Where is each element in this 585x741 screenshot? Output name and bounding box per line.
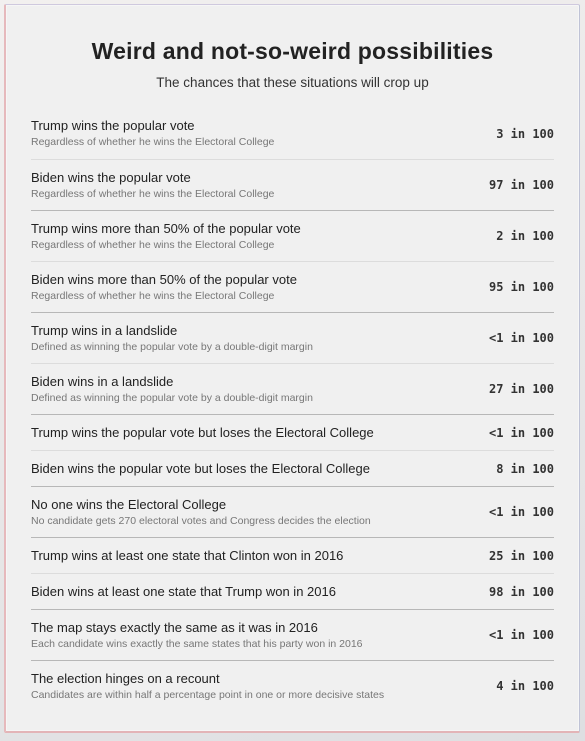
row-title: Trump wins at least one state that Clinton won in 2016 (31, 547, 344, 563)
row-text (31, 170, 274, 201)
row-odds: <1 in 100 (488, 505, 554, 519)
row-subtitle: Regardless of whether he wins the Electoral College (31, 187, 275, 200)
row-text (31, 671, 384, 702)
row-odds: <1 in 100 (488, 331, 554, 345)
table-row (31, 486, 554, 537)
table-row (31, 537, 554, 573)
row-odds: 25 in 100 (488, 548, 554, 563)
row-odds: 2 in 100 (496, 229, 554, 243)
row-text (31, 374, 313, 405)
row-title: Biden wins in a landslide (31, 373, 174, 389)
row-text (31, 425, 374, 441)
table-row (31, 108, 554, 159)
table-row (31, 609, 554, 660)
row-subtitle: Candidates are within half a percentage point in one or more decisive states (31, 688, 385, 701)
row-odds: 8 in 100 (496, 461, 554, 476)
row-text (31, 323, 313, 354)
table-row (31, 210, 554, 261)
row-title: Biden wins at least one state that Trump won in 2016 (31, 583, 336, 599)
row-text (31, 118, 274, 149)
possibilities-card (4, 4, 580, 733)
row-title: Trump wins the popular vote (31, 118, 195, 133)
row-title: The map stays exactly the same as it was in 2016 (31, 619, 318, 635)
row-title: Biden wins the popular vote (31, 169, 191, 185)
possibilities-table (31, 108, 554, 711)
row-subtitle: Regardless of whether he wins the Electoral College (31, 289, 275, 302)
table-row (31, 312, 554, 363)
row-title: No one wins the Electoral College (31, 496, 227, 512)
row-text (31, 461, 370, 477)
row-text (31, 620, 363, 651)
row-odds: 98 in 100 (488, 584, 554, 599)
row-text (31, 221, 301, 252)
row-subtitle: Defined as winning the popular vote by a double-digit margin (31, 340, 313, 353)
table-row (31, 414, 554, 450)
row-subtitle: Regardless of whether he wins the Electoral College (31, 238, 275, 251)
table-row (31, 450, 554, 486)
table-row (31, 573, 554, 609)
table-row (31, 159, 554, 210)
row-text (31, 584, 336, 600)
row-odds: <1 in 100 (488, 425, 554, 440)
table-row (31, 660, 554, 711)
row-subtitle: Each candidate wins exactly the same states that his party won in 2016 (31, 637, 363, 650)
row-text (31, 548, 343, 564)
page-title: Weird and not-so-weird possibilities (91, 38, 494, 64)
row-odds: <1 in 100 (488, 628, 554, 642)
row-subtitle: Regardless of whether he wins the Electoral College (31, 136, 275, 148)
table-row (31, 363, 554, 414)
row-subtitle: No candidate gets 270 electoral votes and Congress decides the election (31, 514, 371, 527)
row-odds: 97 in 100 (488, 178, 554, 192)
row-title: Biden wins more than 50% of the popular vote (31, 271, 297, 287)
page-subtitle: The chances that these situations will crop up (156, 75, 429, 90)
row-title: Trump wins the popular vote but loses the Electoral College (31, 424, 374, 440)
row-odds: 27 in 100 (488, 382, 554, 396)
row-title: Trump wins more than 50% of the popular vote (31, 220, 301, 236)
row-title: The election hinges on a recount (31, 670, 220, 686)
row-subtitle: Defined as winning the popular vote by a double-digit margin (31, 391, 313, 404)
row-text (31, 272, 297, 303)
row-odds: 3 in 100 (496, 126, 554, 141)
row-odds: 95 in 100 (488, 280, 554, 294)
table-row (31, 261, 554, 312)
row-title: Biden wins the popular vote but loses the Electoral College (31, 460, 370, 476)
row-text (31, 497, 371, 528)
row-title: Trump wins in a landslide (31, 322, 178, 338)
row-odds: 4 in 100 (496, 679, 554, 693)
